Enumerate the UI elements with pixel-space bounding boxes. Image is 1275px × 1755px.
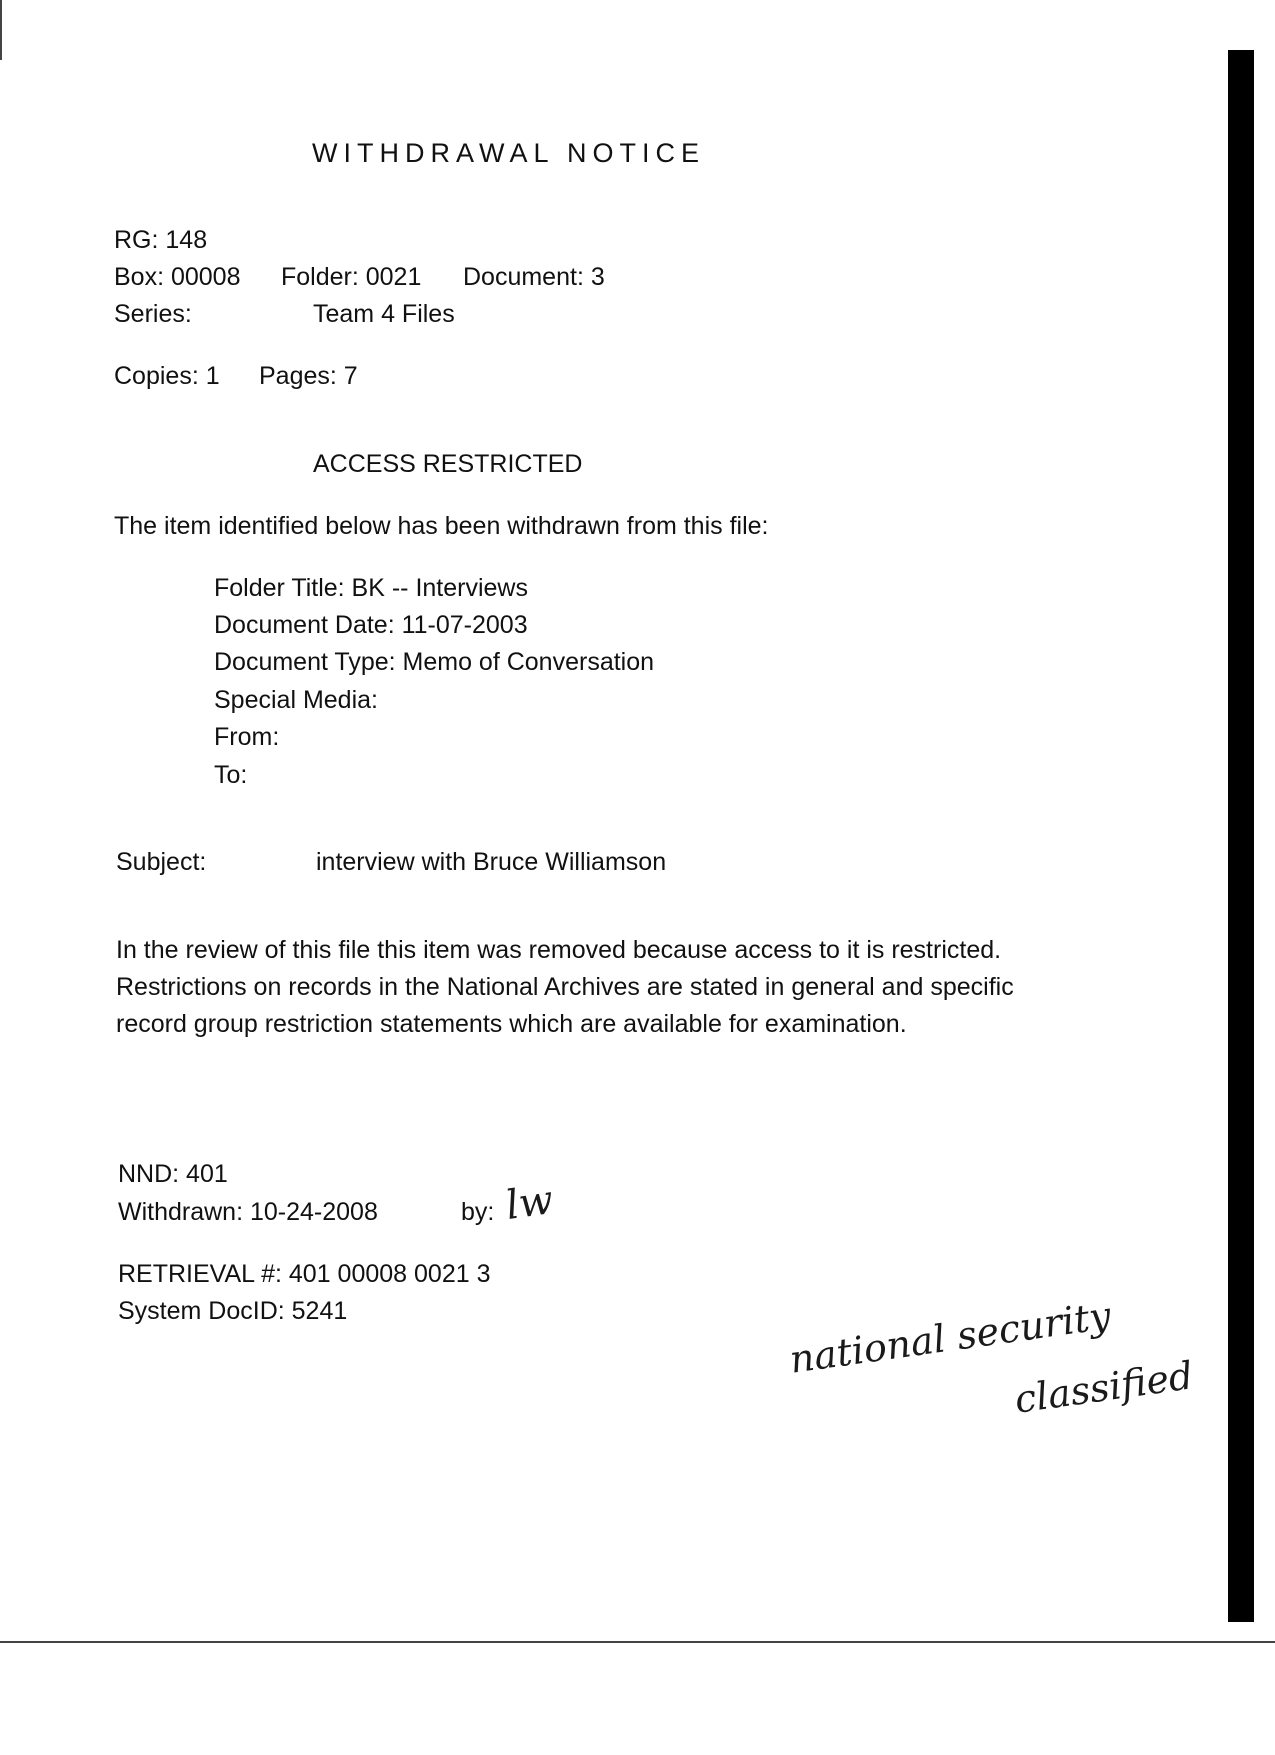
document-field: Document: 3: [463, 263, 605, 291]
document-type-field: Document Type: Memo of Conversation: [214, 648, 655, 676]
review-paragraph: In the review of this file this item was removed because access to it is restricted. Restrictions on records in the National Archives are stated in general and specific record group restriction statements which are available for examination.: [116, 936, 1014, 1038]
document-date-field: Document Date: 11-07-2003: [214, 611, 528, 639]
by-label: by:: [461, 1198, 495, 1226]
box-field: Box: 00008: [114, 263, 241, 291]
folder-field: Folder: 0021: [281, 263, 422, 291]
to-field: To:: [214, 761, 248, 789]
retrieval-number: RETRIEVAL #: 401 00008 0021 3: [118, 1260, 491, 1288]
initials-signature: lw: [503, 1176, 557, 1230]
subject-value: interview with Bruce Williamson: [316, 848, 667, 876]
nnd-field: NND: 401: [118, 1160, 228, 1188]
special-media-field: Special Media:: [214, 686, 378, 714]
folder-title-field: Folder Title: BK -- Interviews: [214, 574, 528, 602]
pages-field: Pages: 7: [259, 362, 358, 390]
subject-label: Subject:: [116, 848, 207, 876]
rg-field: RG: 148: [114, 226, 208, 254]
copies-field: Copies: 1: [114, 362, 220, 390]
page-title: WITHDRAWAL NOTICE: [312, 138, 705, 168]
series-label: Series:: [114, 300, 192, 328]
scan-edge-line-left: [0, 0, 2, 60]
system-docid: System DocID: 5241: [118, 1297, 348, 1325]
intro-text: The item identified below has been withdrawn from this file:: [114, 512, 769, 540]
withdrawn-field: Withdrawn: 10-24-2008: [118, 1198, 378, 1226]
scan-edge-line-bottom: [0, 1641, 1275, 1643]
handwritten-note-line1: national security: [786, 1293, 1114, 1382]
from-field: From:: [214, 723, 280, 751]
handwritten-note-line2: classified: [1011, 1353, 1196, 1422]
scan-edge-bar-right: [1228, 50, 1254, 1622]
series-value: Team 4 Files: [313, 300, 455, 328]
access-restricted-heading: ACCESS RESTRICTED: [313, 450, 583, 478]
